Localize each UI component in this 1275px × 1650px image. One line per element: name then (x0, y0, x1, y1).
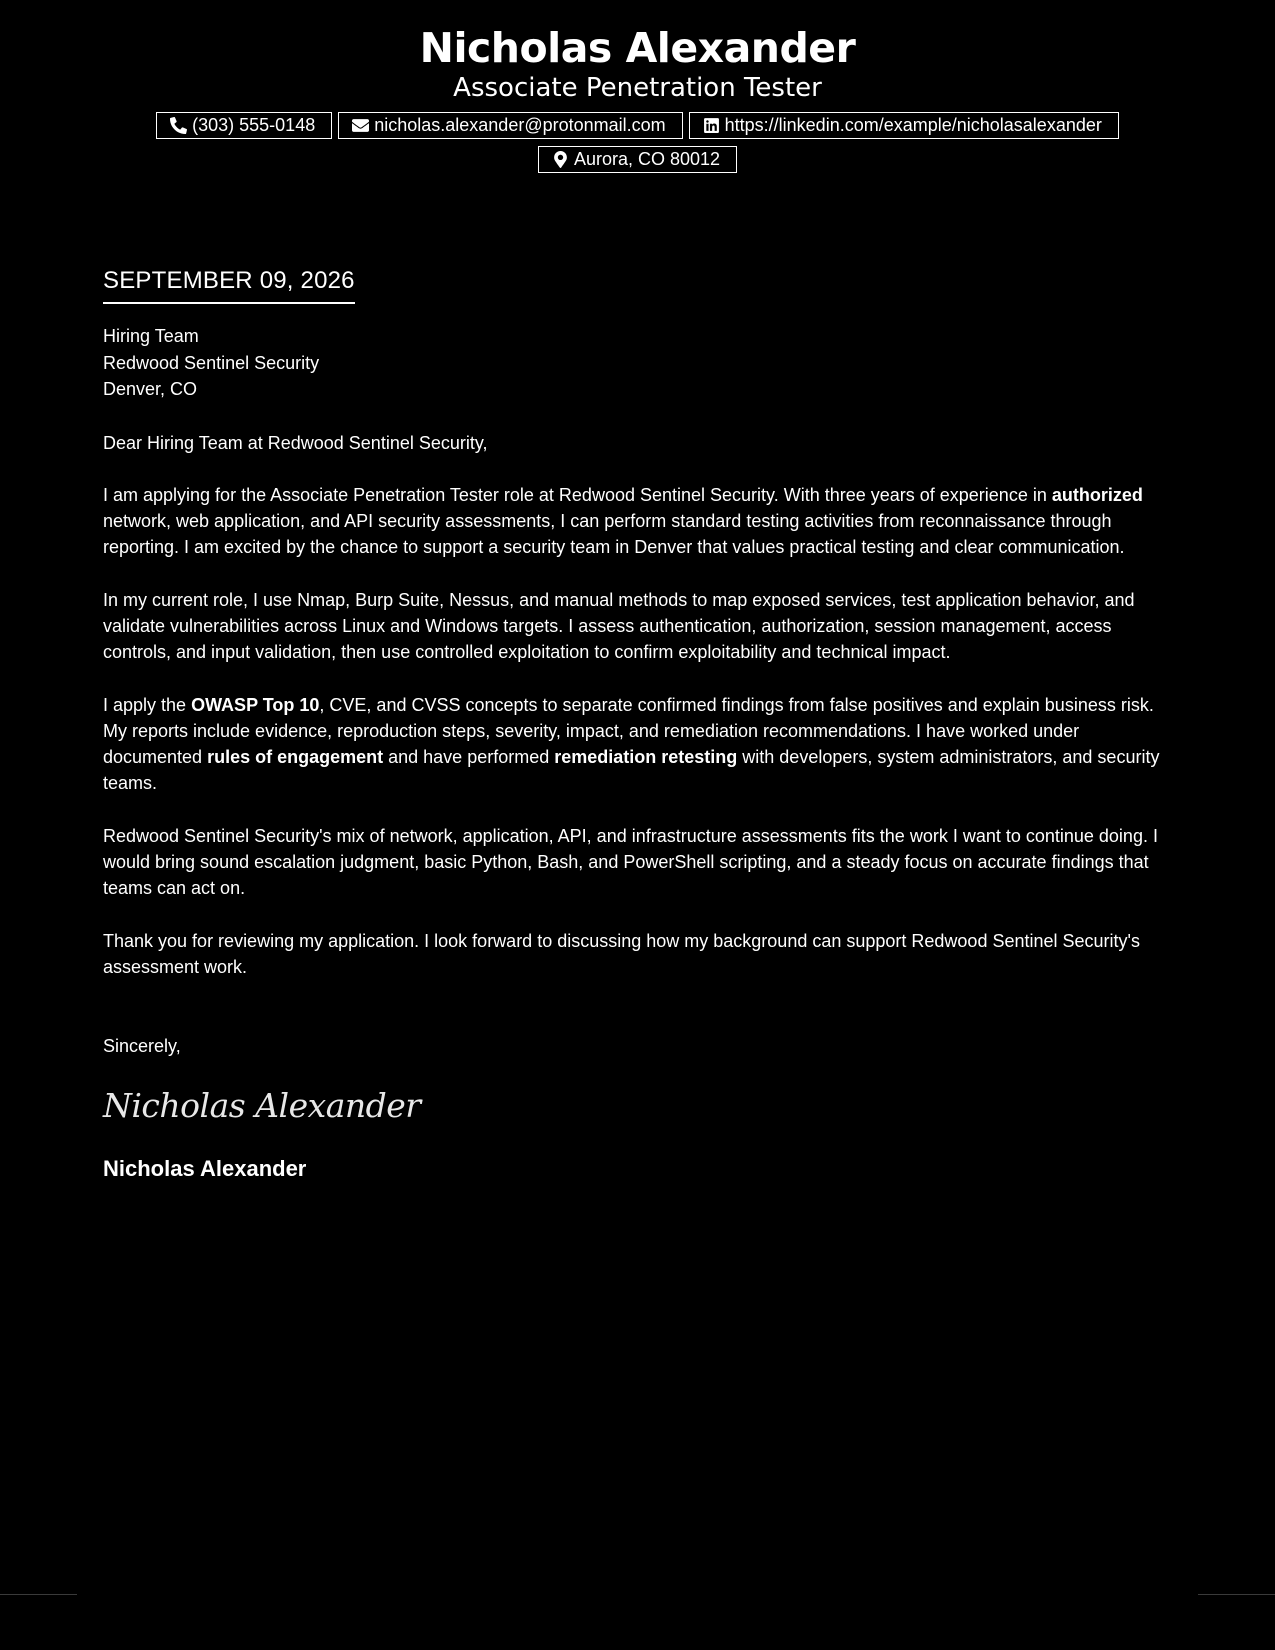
footer-rule-left (0, 1594, 77, 1595)
body-paragraph-1: I am applying for the Associate Penetration Tester role at Redwood Sentinel Security. With three years of experience in authorized network, web application, and API security assessments, I can perform standard testing activities from reconnaissance through reporting. I am excited by the chance to support a security team in Denver that values practical testing and clear communication. (103, 484, 1143, 558)
recipient-line: Redwood Sentinel Security (103, 352, 320, 373)
footer-rule-right (1198, 1594, 1275, 1595)
body-paragraph-4: Redwood Sentinel Security's mix of network, application, API, and infrastructure assessments fits the work I want to continue doing. I would bring sound escalation judgment, basic Python, Bash, and PowerShell scripting, and a steady focus on accurate findings that teams can act on. (103, 825, 1158, 899)
handwritten-signature: Nicholas Alexander (103, 1085, 421, 1125)
linkedin-text: https://linkedin.com/example/nicholasalexander (724, 115, 1102, 135)
emphasis: remediation retesting (554, 747, 738, 768)
contact-bar (118, 112, 1158, 173)
letter-header (0, 22, 1275, 173)
body-paragraph-5: Thank you for reviewing my application. I look forward to discussing how my background can support Redwood Sentinel Security's assessment work. (103, 930, 1140, 977)
signer-name: Nicholas Alexander (103, 1155, 307, 1181)
linkedin-icon (703, 117, 720, 134)
contact-phone[interactable] (156, 112, 332, 139)
contact-linkedin[interactable] (689, 112, 1119, 139)
emphasis: authorized (1051, 484, 1143, 505)
email-text: nicholas.alexander@protonmail.com (374, 115, 666, 135)
location-text: Aurora, CO 80012 (573, 149, 721, 169)
body-paragraph-2: In my current role, I use Nmap, Burp Suite, Nessus, and manual methods to map exposed services, test application behavior, and validate vulnerabilities across Linux and Windows targets. I assess authentication, authorization, session management, access controls, and input validation, then use controlled exploitation to confirm exploitability and technical impact. (103, 589, 1135, 663)
envelope-icon (352, 117, 369, 134)
phone-text: (303) 555-0148 (192, 115, 316, 135)
emphasis: rules of engagement (207, 747, 384, 768)
applicant-name: Nicholas Alexander (419, 24, 856, 72)
letter-date: SEPTEMBER 09, 2026 (103, 266, 355, 304)
emphasis: OWASP Top 10 (191, 694, 320, 715)
letter-body (103, 266, 1178, 1183)
phone-icon (170, 117, 187, 134)
map-marker-icon (552, 151, 569, 168)
applicant-title: Associate Penetration Tester (453, 73, 822, 103)
closing: Sincerely, (103, 1036, 181, 1057)
recipient-line: Denver, CO (103, 379, 198, 399)
recipient-line: Hiring Team (103, 326, 199, 346)
recipient-block (103, 323, 1178, 403)
body-paragraph-3: I apply the OWASP Top 10, CVE, and CVSS concepts to separate confirmed findings from false positives and explain business risk. My reports include evidence, reproduction steps, severity, impact, and remediation recommendations. I have worked under documented rules of engagement and have performed remediation retesting with developers, system administrators, and security teams. (103, 694, 1160, 794)
salutation: Dear Hiring Team at Redwood Sentinel Security, (103, 432, 488, 453)
contact-email[interactable] (338, 112, 682, 139)
contact-location (538, 146, 737, 173)
